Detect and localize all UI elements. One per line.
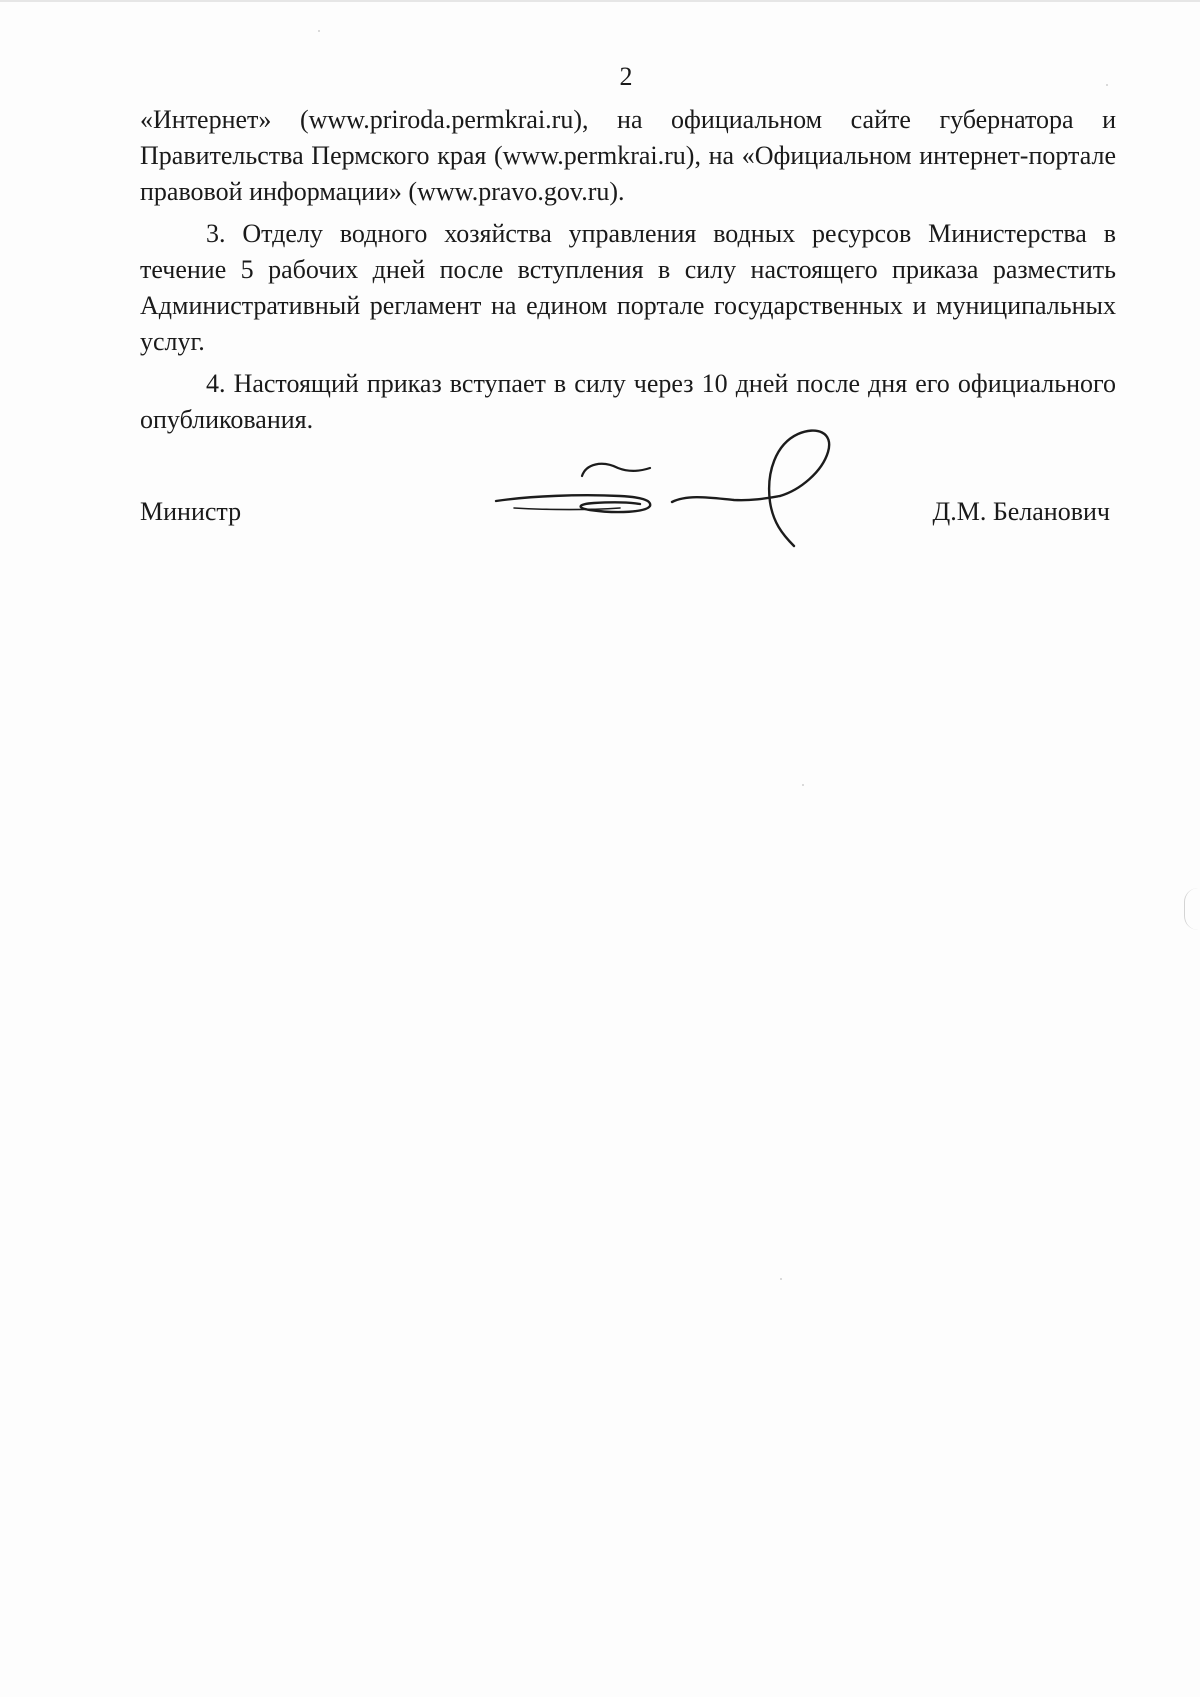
signatory-name: Д.М. Беланович (932, 497, 1110, 526)
scan-edge (0, 0, 1200, 2)
handwritten-signature (490, 424, 870, 554)
document-body (140, 102, 1116, 444)
page-number: 2 (619, 62, 633, 91)
paragraph-item-3: 3. Отделу водного хозяйства управления водных ресурсов Министерства в течение 5 рабочих дней после вступления в силу настоящего приказа разместить Административный регламент на едином портале государственных и муниципальных услуг. (140, 219, 1116, 356)
scan-speck (780, 1278, 782, 1280)
signatory-title: Министр (140, 497, 242, 526)
scan-artifact (1184, 888, 1200, 930)
scan-speck (802, 784, 804, 786)
paragraph-continuation: «Интернет» (www.priroda.permkrai.ru), на официальном сайте губернатора и Правительства Пермского края (www.permkrai.ru), на «Официальном интернет-портале правовой информации» (www.pravo.gov.ru). (140, 105, 1116, 206)
scan-speck (318, 30, 320, 32)
scan-speck (1106, 84, 1108, 86)
paragraph-item-4: 4. Настоящий приказ вступает в силу через 10 дней после дня его официального опубликования. (140, 369, 1116, 434)
